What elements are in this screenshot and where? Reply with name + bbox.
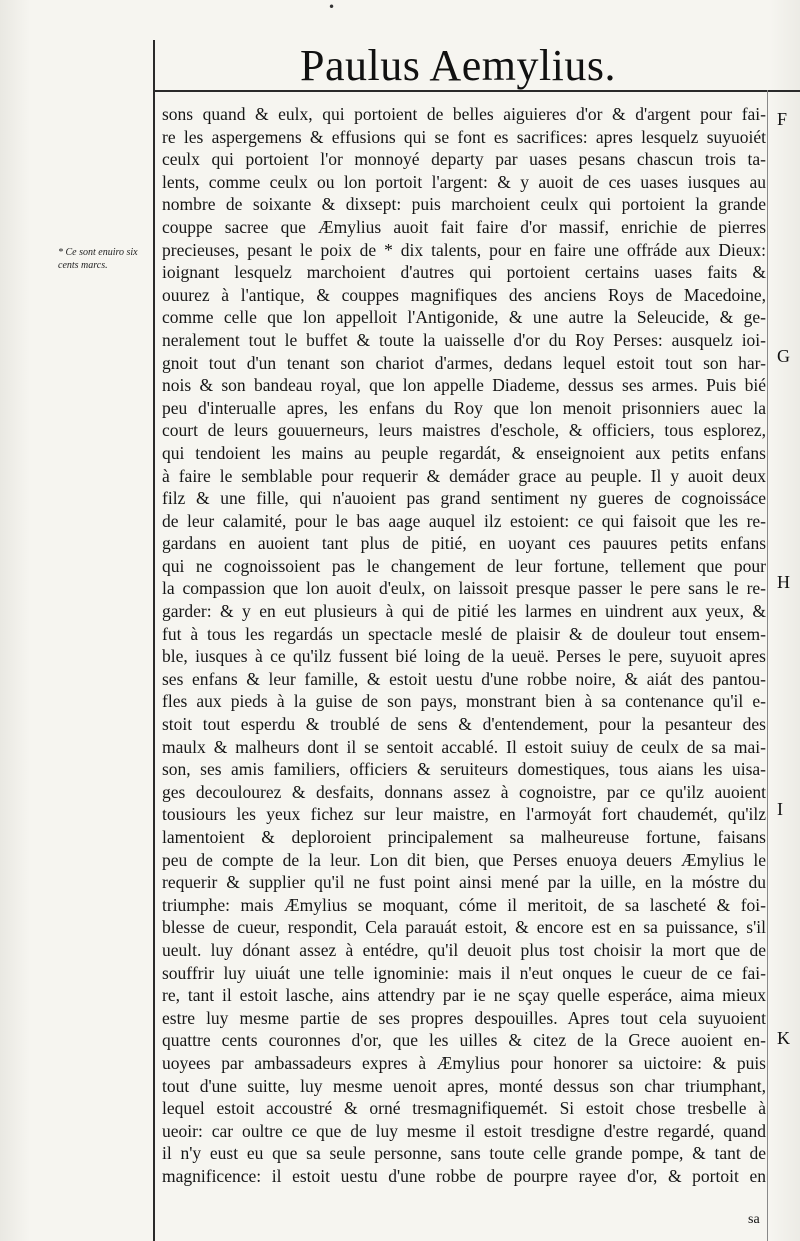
text-line: ses enfans & leur famille, & estoit uestu d'une robbe noire, & aiát des pantou-	[162, 668, 766, 689]
text-line: tousiours les yeux fichez sur leur maistre, en l'armoyát fort chaudemét, qu'ilz	[162, 804, 766, 825]
side-letter-g: G	[777, 346, 790, 366]
text-line: neralement tout le buffet & toute la uaisselle d'or du Roy Perses: ausquelz ioi-	[162, 329, 766, 350]
text-line: filz & une fille, qui n'auoient pas grand sentiment ny gueres de cognoissáce	[162, 488, 766, 509]
side-letter-f: F	[777, 109, 788, 129]
text-line: re, tant il estoit lasche, ains attendry par ie ne sçay quelle esperáce, aima mieux	[162, 985, 766, 1006]
text-line: ble, iusques à ce qu'ilz fussent bié loing de la ueuë. Perses le pere, suyuoit apres	[162, 646, 766, 667]
text-line: quattre cents couronnes d'or, que les uilles & citez de la Grece auoient en-	[162, 1030, 766, 1051]
catchword: sa	[748, 1212, 760, 1227]
text-line: precieuses, pesant le poix de * dix talents, pour en faire une offráde aux Dieux:	[162, 239, 766, 260]
text-line: souffrir luy uiuát une telle ignominie: mais il n'eut onques le cueur de ce fai-	[162, 962, 766, 983]
text-line: peu d'interualle apres, les enfans du Roy que lon menoit prisonniers auec la	[162, 397, 766, 418]
text-line: gardans en auoient tant plus de pitié, en uoyant ces pauures petits enfans	[162, 533, 766, 554]
text-line: gnoit tout d'un tenant son chariot d'armes, dedans lequel estoit tout son har-	[162, 352, 766, 373]
text-line: garder: & y en eut plusieurs à qui de pitié les larmes en uindrent aux yeux, &	[162, 601, 766, 622]
right-margin-rule	[767, 90, 768, 1241]
text-line: lents, comme ceulx ou lon portoit l'argent: & y auoit de ces uases iusques au	[162, 171, 766, 192]
text-line: nombre de soixante & dixsept: puis marchoient ceulx qui portoient la grande	[162, 194, 766, 215]
text-line: couppe sacree que Æmylius auoit fait faire d'or massif, enrichie de pierres	[162, 216, 766, 237]
text-line: à faire le semblable pour requerir & demáder grace au peuple. Il y auoit deux	[162, 465, 766, 486]
text-line: de leur calamité, pour le bas aage auquel ilz estoient: ce qui faisoit que les re-	[162, 510, 766, 531]
margin-note: * Ce sont enuiro six cents marcs.	[58, 247, 138, 271]
text-line: court de leurs gouuerneurs, leurs maistres d'eschole, & officiers, tous esplorez,	[162, 420, 766, 441]
text-line: ueoir: car oultre ce que de luy mesme il estoit tresdigne d'estre regardé, quand	[162, 1120, 766, 1141]
text-line: ouurez à l'antique, & couppes magnifiques des anciens Roys de Macedoine,	[162, 284, 766, 305]
side-letter-k: K	[777, 1028, 790, 1048]
text-line: ges decoulourez & desfaits, donnans assez à cognoistre, par ce qu'ilz auoient	[162, 781, 766, 802]
top-marker: •	[328, 0, 336, 14]
text-line: la compassion que lon auoit d'eulx, on laissoit presque passer le pere sans le re-	[162, 578, 766, 599]
text-line: son, ses amis familiers, officiers & seruiteurs domestiques, tous aians les uisa-	[162, 759, 766, 780]
text-line: ceulx qui portoient l'or monnoyé departy par uases pesans chascun trois ta-	[162, 149, 766, 170]
text-line: requerir & supplier qu'il ne fust point ainsi mené par la uille, en la móstre du	[162, 872, 766, 893]
text-line: maulx & malheurs dont il se sentoit accablé. Il estoit suiuy de ceulx de sa mai-	[162, 736, 766, 757]
text-line: peu de compte de la leur. Lon dit bien, que Perses enuoya deuers Æmylius le	[162, 849, 766, 870]
text-line: qui tendoient les mains au peuple regardát, & enseignoient aux petits enfans	[162, 442, 766, 463]
text-line: lequel estoit accoustré & orné tresmagnifiquemét. Si estoit chose tresbelle à	[162, 1098, 766, 1119]
text-line: nois & son bandeau royal, que lon appelle Diademe, dessus ses armes. Puis bié	[162, 375, 766, 396]
text-line: sons quand & eulx, qui portoient de belles aiguieres d'or & d'argent pour fai-	[162, 104, 766, 124]
running-header: Paulus Aemylius.	[300, 41, 617, 90]
text-line: qui ne cognoissoient pas le changement de leur fortune, tellement que pour	[162, 555, 766, 576]
text-line: lamentoient & deploroient principalement sa malheureuse fortune, faisans	[162, 827, 766, 847]
text-line: il n'y eust eu que sa seule personne, sans toute celle grande pompe, & tant de	[162, 1143, 766, 1164]
text-line: tout d'une suitte, luy mesme uenoit apres, monté dessus son char triumphant,	[162, 1075, 766, 1096]
text-line: fut à tous les regardás un spectacle meslé de plaisir & de douleur tout ensem-	[162, 623, 766, 644]
text-line: blesse de cueur, respondit, Cela parauát estoit, & encore est en sa puissance, s'il	[162, 917, 766, 938]
text-line: magnificence: il estoit uestu d'une robbe de pourpre rayee d'or, & portoit en	[162, 1165, 766, 1186]
text-line: estre luy mesme partie de ses propres despouilles. Apres tout cela suyuoient	[162, 1007, 766, 1028]
text-line: fles aux pieds à la guise de son pays, monstrant bien à sa contenance qu'il e-	[162, 691, 766, 712]
text-line: ueult. luy dónant assez à entédre, qu'il deuoit plus tost choisir la mort que de	[162, 939, 766, 960]
text-line: ioignant lesquelz marchoient d'autres qui portoient certains uases faits &	[162, 262, 766, 283]
text-line: re les aspergemens & effusions qui se font es sacrifices: apres lesquelz suyuoiét	[162, 126, 766, 147]
side-letter-i: I	[777, 799, 783, 819]
text-line: triumphe: mais Æmylius se moquant, cóme il meritoit, de sa lascheté & foi-	[162, 894, 766, 915]
side-letter-h: H	[777, 572, 790, 592]
text-line: uoyees par ambassadeurs expres à Æmylius pour honorer sa uictoire: & puis	[162, 1052, 766, 1073]
left-margin-rule	[153, 40, 155, 1241]
text-line: stoit tout esperdu & troublé de sens & d'entendement, pour la pesanteur des	[162, 714, 766, 735]
body-text	[162, 103, 766, 1188]
text-line: comme celle que lon appelloit l'Antigonide, & une autre la Seleucide, & ge-	[162, 307, 766, 328]
